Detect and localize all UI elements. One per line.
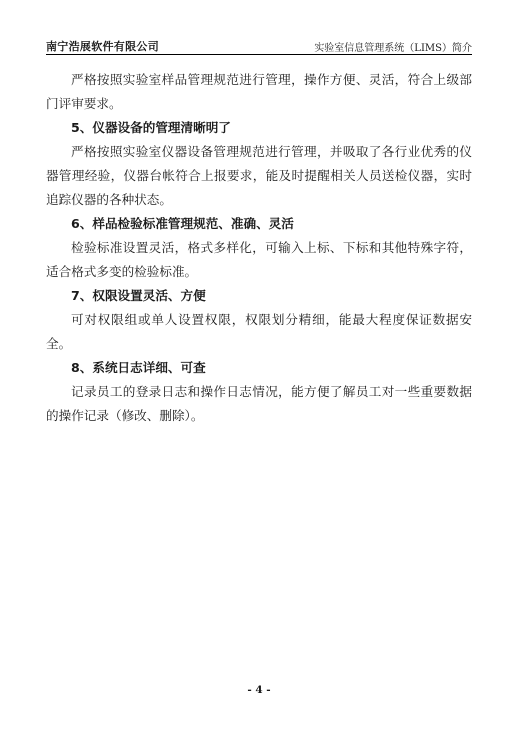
paragraph-sample-management: 严格按照实验室样品管理规范进行管理，操作方便、灵活，符合上级部门评审要求。 — [46, 72, 472, 111]
paragraph-instrument-management: 严格按照实验室仪器设备管理规范进行管理，并吸取了各行业优秀的仪器管理经验，仪器台帐符合上报要求，能及时提醒相关人员送检仪器，实时追踪仪器的各种状态。 — [46, 144, 472, 207]
heading-inspection-standards: 6、样品检验标准管理规范、准确、灵活 — [71, 216, 294, 231]
page-number: - 4 - — [247, 684, 271, 696]
paragraph-system-logs: 记录员工的登录日志和操作日志情况，能方便了解员工对一些重要数据的操作记录（修改、删除）。 — [46, 384, 472, 423]
heading-system-logs: 8、系统日志详细、可查 — [71, 360, 206, 375]
heading-permission-settings: 7、权限设置灵活、方便 — [71, 288, 206, 303]
heading-instrument-management: 5、仪器设备的管理清晰明了 — [71, 120, 231, 135]
paragraph-permission-settings: 可对权限组或单人设置权限，权限划分精细，能最大程度保证数据安全。 — [46, 312, 472, 351]
document-title: 实验室信息管理系统（LIMS）简介 — [314, 43, 472, 54]
paragraph-inspection-standards: 检验标准设置灵活，格式多样化，可输入上标、下标和其他特殊字符，适合格式多变的检验标准。 — [46, 240, 472, 279]
page-header — [46, 38, 472, 55]
page-content — [46, 68, 472, 428]
company-name: 南宁浩展软件有限公司 — [46, 40, 159, 53]
